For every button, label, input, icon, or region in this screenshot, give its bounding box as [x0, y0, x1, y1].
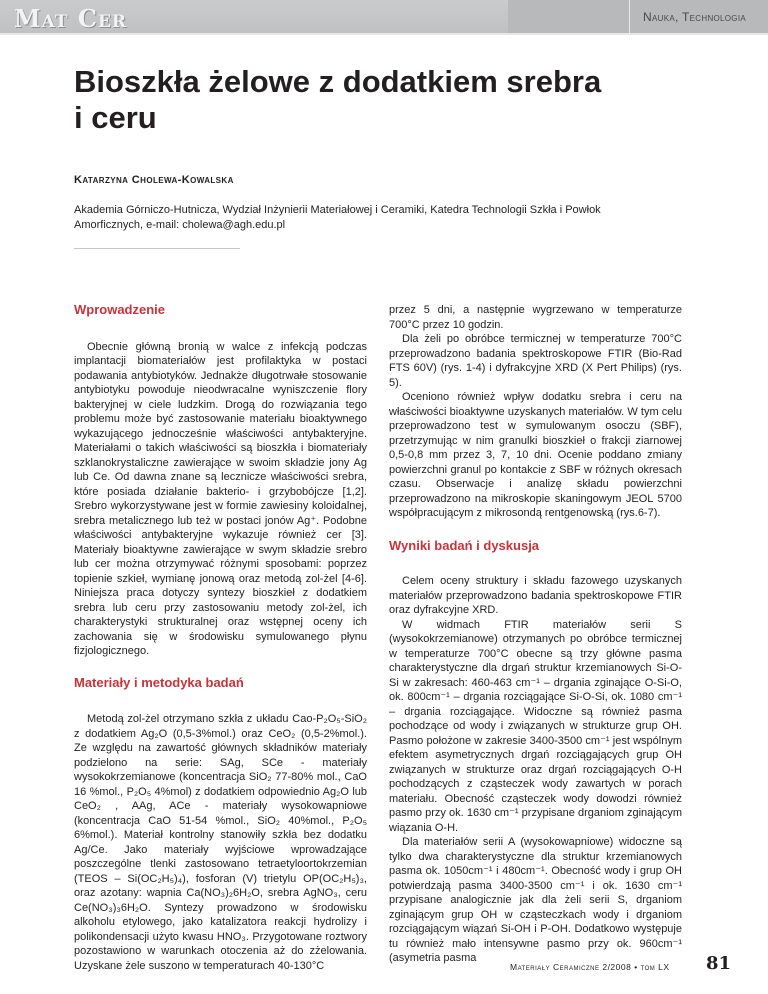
- heading-methods: Materiały i metodyka badań: [74, 674, 244, 690]
- logo-er: ER: [97, 12, 128, 32]
- paragraph-methods: Metodą zol-żel otrzymano szkła z układu Cao-P₂O₅-SiO₂ z dodatkiem Ag₂O (0,5-3%mol.) oraz CeO₂ (0,5-2%mol.). Ze względu na zawartość głównych składników materiały podzielono na serie: SAg, SCe - materiały wysokokrzemianowe (koncentracja SiO₂ 77-80% mol., CaO 16 %mol., P₂O₅ 4%mol) z dodatkiem odpowiednio Ag₂O lub CeO₂ , AAg, ACe - materiały wysokowapniowe (koncentracja CaO 51-54 %mol., SiO₂ 40%mol., P₂O₅ 6%mol.). Materiał kontrolny stanowiły szkła bez dodatku Ag/Ce. Jako materiały wyjściowe wprowadzające poszczególne tlenki zastosowano tetraetyloortokrzemian (TEOS – Si(OC₂H₅)₄), fosforan (V) trietylu OP(OC₂H₅)₃, oraz azotany: wapnia Ca(NO₃)₂6H₂O, srebra AgNO₃, ceru Ce(NO₃)₃6H₂O. Syntezy prowadzono w środowisku alkoholu etylowego, jako katalizatora reakcji hydrolizy i polikondensacji użyto kwasu HNO₃. Przygotowane roztwory pozostawiono w warunkach otoczenia aż do zżelowania. Uzyskane żele suszono w temperaturach 40-130°C: [74, 713, 367, 972]
- article-title: [74, 64, 674, 136]
- title-line-2: i ceru: [74, 100, 157, 135]
- heading-introduction: Wprowadzenie: [74, 302, 166, 317]
- paragraph-results-series-s: W widmach FTIR materiałów serii S (wysokokrzemianowe) otrzymanych po obróbce termicznej w temperaturze 700°C obecne są trzy główne pasma charakterystyczne dla drgań struktur krzemianowych Si-O-Si w zakresach: 460-463 cm⁻¹ – drgania zginające O-Si-O, ok. 800cm⁻¹ – drgania rozciągające Si-O-Si, ok. 1080 cm⁻¹ – drgania rozciągające. Widoczne są również pasma pochodzące od wody i związanych w strukturze grup OH. Pasmo położone w zakresie 3400-3500 cm⁻¹ jest wspólnym efektem asymetrycznych drgań rozciągających grup OH związanych w strukturze oraz drgań rozciągających O-H pochodzących z cząsteczek wody zawartych w porach materiału. Obecność cząsteczek wody dowodzi również pasmo przy ok. 1630 cm⁻¹ przypisane drganiom zginającym wiązania O-H.: [389, 618, 682, 834]
- heading-results: Wyniki badań i dyskusja: [389, 537, 540, 553]
- journal-footer: Materiały Ceramiczne 2/2008 • tom LX: [510, 962, 670, 972]
- journal-logo: [14, 4, 127, 33]
- title-line-1: Bioszkła żelowe z dodatkiem srebra: [74, 64, 602, 99]
- affiliation-line-1: Akademia Górniczo-Hutnicza, Wydział Inżynierii Materiałowej i Ceramiki, Katedra Technologii Szkła i Powłok: [74, 204, 601, 216]
- right-column: [389, 303, 682, 966]
- author-name: Katarzyna Cholewa-Kowalska: [74, 174, 234, 186]
- paragraph-sbf-test: Oceniono również wpływ dodatku srebra i ceru na właściwości bioaktywne uzyskanych materiałów. W tym celu przeprowadzono test w symulowanym osoczu (SBF), przetrzymując w nim granulki bioszkieł o frakcji ziarnowej 0,5-0,8 mm przez 3, 7, 10 dni. Ocenie poddano zmiany powierzchni granul po kontakcie z SBF w różnych okresach czasu. Obserwacje i analizę składu powierzchni przeprowadzono na mikroskopie skaningowym JEOL 5700 współpracującym z mikrosondą rentgenowską (rys.6-7).: [389, 391, 682, 519]
- logo-m: M: [14, 4, 42, 33]
- section-label: Nauka, Technologia: [643, 10, 746, 24]
- logo-c: C: [77, 4, 98, 33]
- author-affiliation: [74, 203, 714, 233]
- paragraph-introduction: Obecnie główną bronią w walce z infekcją podczas implantacji biomateriałów jest profilaktyka w postaci podawania antybiotyków. Jednakże długotrwałe stosowanie antybiotyku powoduje nieodwracalne wyniszczenie flory bakteryjnej w ciele ludzkim. Drogą do rozwiązania tego problemu może być zastosowanie materiału bioaktywnego wykazującego jednocześnie właściwości antybakteryjne. Materiałami o takich właściwości są bioszkła i biomateriały szklanokrystaliczne zawierające w swoim składzie jony Ag lub Ce. Od dawna znane są lecznicze właściwości srebra, które posiada działanie bakterio- i grzybobójcze [1,2]. Srebro wykorzystywane jest w formie zawiesiny koloidalnej, srebra metalicznego lub też w postaci jonów Ag⁺. Podobne właściwości antybakteryjne wykazuje również cer [3]. Materiały bioaktywne zawierające w swym składzie srebro lub cer można otrzymywać różnymi sposobami: poprzez topienie szkieł, wymianę jonową oraz metodą zol-żel [4-6]. Niniejsza praca dotyczy syntezy bioszkieł z dodatkiem srebra lub ceru przy zastosowaniu metody zol-żel, ich charakterystyki strukturalnej oraz wstępnej oceny ich zachowania się w środowisku symulowanego płynu fizjologicznego.: [74, 340, 367, 657]
- header-strip: [0, 33, 768, 35]
- affiliation-line-2: Amorficznych, e-mail: cholewa@agh.edu.pl: [74, 219, 286, 231]
- paragraph-methods-continued: przez 5 dni, a następnie wygrzewano w temperaturze 700°C przez 10 godzin.: [389, 304, 682, 331]
- logo-at: AT: [41, 12, 69, 32]
- paragraph-results-series-a: Dla materiałów serii A (wysokowapniowe) widoczne są tylko dwa charakterystyczne dla struktur krzemianowych pasma ok. 1050cm⁻¹ i 480cm⁻¹. Obecność wody i grup OH potwierdzają pasma 3400-3500 cm⁻¹ i ok. 1630 cm⁻¹ przypisane analogicznie jak dla żeli serii S, drganiom zginającym grup OH w cząsteczkach wody i drganiom rozciągającym wiązań Si-OH i P-OH. Dodatkowo występuje tu również mało intensywne pasmo przy ok. 960cm⁻¹ (asymetria pasma: [389, 836, 682, 964]
- paragraph-results-intro: Celem oceny struktury i składu fazowego uzyskanych materiałów przeprowadzono badania spektroskopowe FTIR oraz dyfrakcyjne XRD.: [389, 575, 682, 616]
- header-divider: [74, 248, 240, 249]
- left-column: [74, 303, 367, 973]
- page-number: 81: [706, 953, 732, 974]
- paragraph-ftir-xrd: Dla żeli po obróbce termicznej w temperaturze 700°C przeprowadzono badania spektroskopowe FTIR (Bio-Rad FTS 60V) (rys. 1-4) i dyfrakcyjne XRD (X Pert Philips) (rys. 5).: [389, 333, 682, 389]
